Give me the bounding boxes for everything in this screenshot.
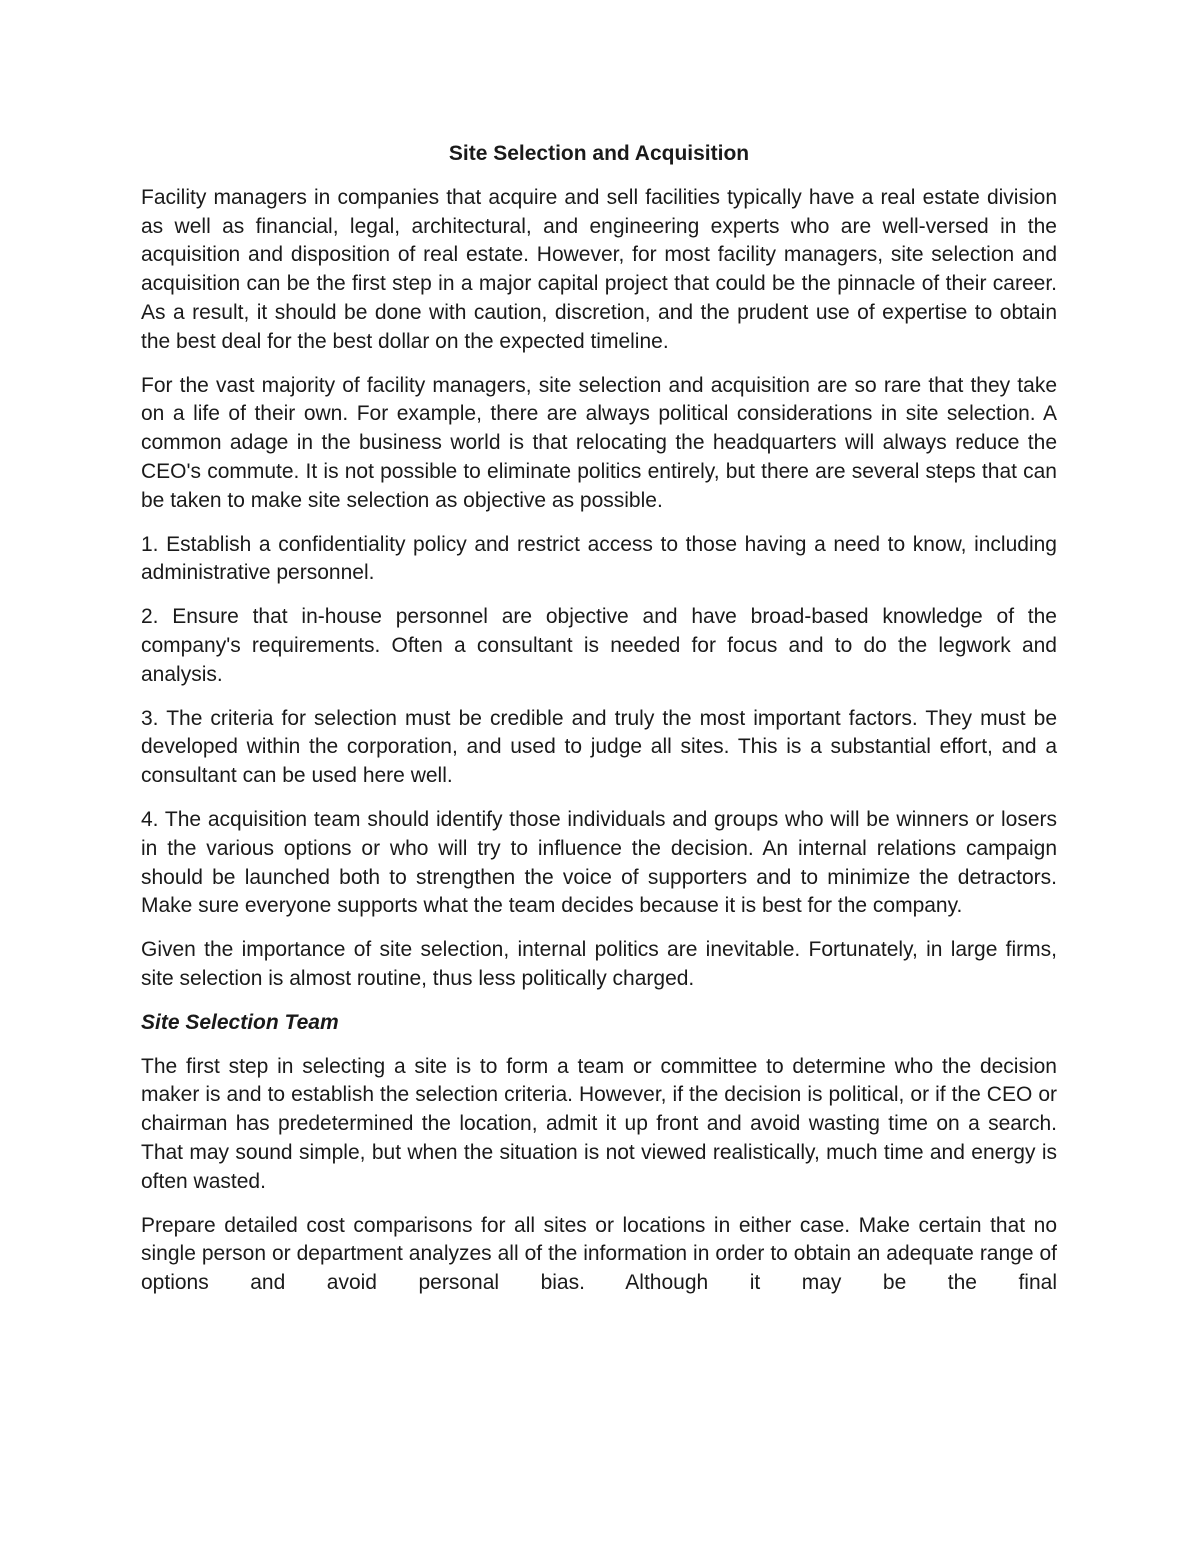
section-paragraph-2: Prepare detailed cost comparisons for all sites or locations in either case. Make certain that no single person or department analyzes all of the information in order to obtain an adequate range of options and avoid personal bias. Although it may be the final [141, 1213, 1057, 1295]
section-paragraph-1: The first step in selecting a site is to form a team or committee to determine who the decision maker is and to establish the selection criteria. However, if the decision is political, or if the CEO or chairman has predetermined the location, admit it up front and avoid wasting time on a search. That may sound simple, but when the situation is not viewed realistically, much time and energy is often wasted. [141, 1054, 1057, 1193]
step-4: 4. The acquisition team should identify those individuals and groups who will be winners or losers in the various options or who will try to influence the decision. An internal relations campaign should be launched both to strengthen the voice of supporters and to minimize the detractors. Make sure everyone supports what the team decides because it is best for the company. [141, 807, 1057, 918]
document-page [141, 140, 1057, 1313]
intro-paragraph-1: Facility managers in companies that acquire and sell facilities typically have a real estate division as well as financial, legal, architectural, and engineering experts who are well-versed in the acquisition and disposition of real estate. However, for most facility managers, site selection and acquisition can be the first step in a major capital project that could be the pinnacle of their career. As a result, it should be done with caution, discretion, and the prudent use of expertise to obtain the best deal for the best dollar on the expected timeline. [141, 185, 1057, 353]
step-1: 1. Establish a confidentiality policy and restrict access to those having a need to know, including administrative personnel. [141, 532, 1057, 585]
intro-paragraph-2: For the vast majority of facility managers, site selection and acquisition are so rare that they take on a life of their own. For example, there are always political considerations in site selection. A common adage in the business world is that relocating the headquarters will always reduce the CEO's commute. It is not possible to eliminate politics entirely, but there are several steps that can be taken to make site selection as objective as possible. [141, 373, 1057, 512]
page-title: Site Selection and Acquisition [448, 142, 750, 165]
closing-paragraph: Given the importance of site selection, internal politics are inevitable. Fortunately, in large firms, site selection is almost routine, thus less politically charged. [141, 938, 1057, 990]
step-2: 2. Ensure that in-house personnel are objective and have broad-based knowledge of the company's requirements. Often a consultant is needed for focus and to do the legwork and analysis. [141, 605, 1057, 686]
step-3: 3. The criteria for selection must be credible and truly the most important factors. They must be developed within the corporation, and used to judge all sites. This is a substantial effort, and a consultant can be used here well. [141, 706, 1057, 788]
section-heading: Site Selection Team [141, 1010, 339, 1034]
